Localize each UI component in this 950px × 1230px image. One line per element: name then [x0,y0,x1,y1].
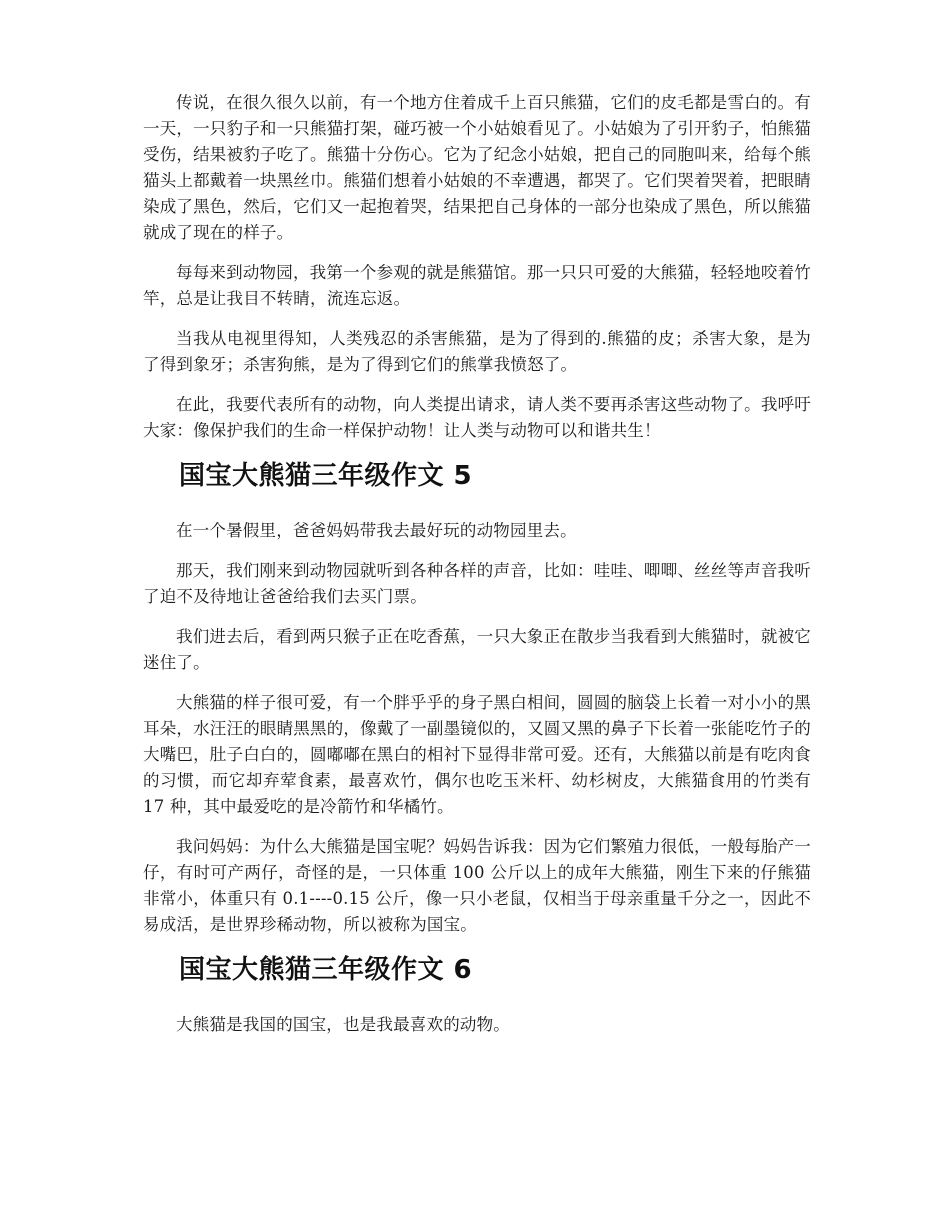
paragraph: 在此，我要代表所有的动物，向人类提出请求，请人类不要再杀害这些动物了。我呼吁大家：像保护我们的生命一样保护动物！让人类与动物可以和谐共生！ [143,395,811,440]
section-heading-5: 国宝大熊猫三年级作文 5 [179,461,473,491]
paragraph: 每每来到动物园，我第一个参观的就是熊猫馆。那一只只可爱的大熊猫，轻轻地咬着竹竿，总是让我目不转睛，流连忘返。 [143,263,811,308]
paragraph: 我们进去后，看到两只猴子正在吃香蕉，一只大象正在散步当我看到大熊猫时，就被它迷住了。 [143,627,811,672]
section-heading-6: 国宝大熊猫三年级作文 6 [179,955,473,985]
paragraph: 我问妈妈：为什么大熊猫是国宝呢？妈妈告诉我：因为它们繁殖力很低，一般每胎产一仔，有时可产两仔，奇怪的是，一只体重 100 公斤以上的成年大熊猫，刚生下来的仔熊猫非常小，体重只有 0.1----0.15 公斤，像一只小老鼠，仅相当于母亲重量千分之一，因此不易成活，是世界珍稀动物，所以被称为国宝。 [143,837,811,934]
document-body [143,90,811,1052]
paragraph: 传说，在很久很久以前，有一个地方住着成千上百只熊猫，它们的皮毛都是雪白的。有一天，一只豹子和一只熊猫打架，碰巧被一个小姑娘看见了。小姑娘为了引开豹子，怕熊猫受伤，结果被豹子吃了。熊猫十分伤心。它为了纪念小姑娘，把自己的同胞叫来，给每个熊猫头上都戴着一块黑丝巾。熊猫们想着小姑娘的不幸遭遇，都哭了。它们哭着哭着，把眼睛染成了黑色，然后，它们又一起抱着哭，结果把自己身体的一部分也染成了黑色，所以熊猫就成了现在的样子。 [143,93,811,242]
paragraph: 那天，我们刚来到动物园就听到各种各样的声音，比如：哇哇、唧唧、丝丝等声音我听了迫不及待地让爸爸给我们去买门票。 [143,561,811,606]
paragraph: 大熊猫的样子很可爱，有一个胖乎乎的身子黑白相间，圆圆的脑袋上长着一对小小的黑耳朵，水汪汪的眼睛黑黑的，像戴了一副墨镜似的，又圆又黑的鼻子下长着一张能吃竹子的大嘴巴，肚子白白的，圆嘟嘟在黑白的相衬下显得非常可爱。还有，大熊猫以前是有吃肉食的习惯，而它却弃荤食素，最喜欢竹，偶尔也吃玉米杆、幼杉树皮，大熊猫食用的竹类有 17 种，其中最爱吃的是冷箭竹和华橘竹。 [143,693,811,816]
paragraph: 当我从电视里得知，人类残忍的杀害熊猫，是为了得到的.熊猫的皮；杀害大象，是为了得到象牙；杀害狗熊，是为了得到它们的熊掌我愤怒了。 [143,329,811,374]
paragraph: 在一个暑假里，爸爸妈妈带我去最好玩的动物园里去。 [176,521,577,540]
paragraph: 大熊猫是我国的国宝，也是我最喜欢的动物。 [176,1015,510,1034]
